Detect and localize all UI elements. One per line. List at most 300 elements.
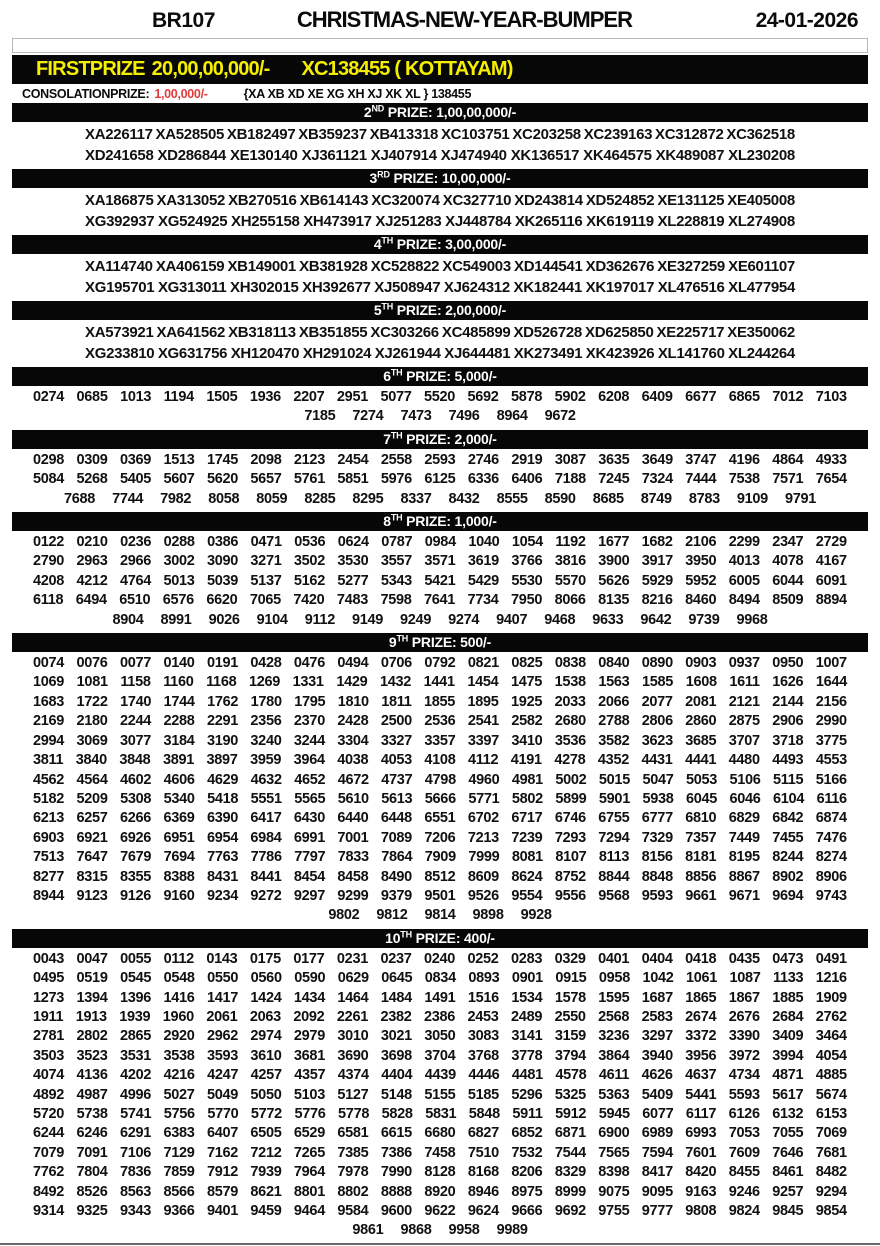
winning-number: 7797: [294, 849, 326, 866]
winning-number: 8181: [685, 849, 717, 866]
winning-number: 2066: [598, 693, 630, 710]
winning-ticket: XC320074: [371, 192, 440, 209]
winning-number: 3582: [598, 732, 630, 749]
winning-number: 3681: [293, 1047, 325, 1064]
winning-number: 4247: [207, 1067, 239, 1084]
winning-number: 3940: [641, 1047, 673, 1064]
winning-number: 3897: [206, 752, 238, 769]
winning-number: 4446: [468, 1067, 500, 1084]
winning-number: 4257: [250, 1067, 282, 1084]
prize-number-row: [0, 256, 880, 277]
winning-number: 2299: [728, 534, 760, 551]
winning-number: 5929: [641, 572, 673, 589]
winning-number: 0838: [554, 655, 586, 672]
winning-number: 0055: [120, 950, 152, 967]
winning-number: 6677: [685, 389, 717, 405]
winning-number: 7213: [467, 829, 499, 846]
winning-number: 9407: [496, 611, 528, 628]
winning-number: 1424: [250, 989, 282, 1006]
winning-number: 3010: [337, 1028, 369, 1045]
winning-number: 1608: [685, 674, 717, 691]
winning-number: 0404: [641, 950, 673, 967]
winning-number: 5106: [729, 771, 761, 788]
winning-number: 3766: [511, 553, 543, 570]
winning-number: 0386: [207, 534, 239, 551]
winning-number: 7939: [250, 1164, 282, 1181]
winning-number: 6680: [424, 1125, 456, 1142]
winning-number: 1885: [772, 989, 804, 1006]
prize-number-grid: [0, 531, 880, 633]
winning-number: 9109: [736, 490, 768, 507]
winning-number: 1595: [598, 989, 630, 1006]
winning-number: 3538: [163, 1047, 195, 1064]
winning-number: 1133: [773, 970, 804, 987]
winning-number: 2081: [685, 693, 717, 710]
winning-number: 8904: [112, 611, 144, 628]
winning-number: 5772: [250, 1106, 282, 1122]
winning-number: 1683: [33, 693, 65, 710]
winning-number: 8058: [208, 490, 240, 507]
winning-number: 2966: [119, 553, 152, 570]
winning-number: 4734: [728, 1067, 760, 1084]
winning-number: 5027: [163, 1086, 195, 1103]
prize-bar: 8TH PRIZE: 1,000/-: [12, 512, 868, 531]
winning-number: 8454: [293, 868, 325, 885]
winning-number: 8579: [206, 1183, 238, 1200]
winning-number: 1475: [511, 674, 543, 691]
winning-number: 2906: [772, 713, 804, 730]
winning-number: 5148: [380, 1086, 412, 1103]
prize-number-row: [0, 693, 880, 712]
winning-number: 5185: [467, 1086, 499, 1103]
winning-number: 7544: [554, 1144, 586, 1161]
winning-number: 3297: [641, 1028, 673, 1045]
winning-number: 1865: [685, 989, 717, 1006]
winning-number: 6702: [467, 810, 499, 827]
winning-number: 3050: [424, 1028, 456, 1045]
winning-number: 6448: [380, 810, 412, 827]
winning-number: 7538: [728, 471, 760, 488]
winning-number: 1484: [380, 989, 412, 1006]
winning-number: 8801: [293, 1183, 325, 1200]
winning-number: 2207: [293, 389, 325, 405]
winning-number: 1745: [206, 451, 238, 468]
prize-number-row: [0, 1105, 880, 1124]
winning-number: 8417: [641, 1164, 673, 1181]
winning-ticket: XD362676: [585, 258, 655, 275]
winning-number: 3690: [337, 1047, 369, 1064]
winning-number: 7239: [511, 829, 543, 846]
winning-number: 7265: [293, 1144, 325, 1161]
winning-number: 1417: [206, 989, 238, 1006]
prize-number-row: [0, 969, 880, 988]
winning-number: 4013: [728, 553, 760, 570]
winning-number: 1939: [119, 1008, 151, 1025]
winning-number: 9272: [250, 887, 282, 904]
winning-number: 6755: [598, 810, 630, 827]
winning-number: 6903: [33, 829, 65, 846]
draw-code: BR107: [152, 9, 215, 32]
prize-bar: 10TH PRIZE: 400/-: [12, 929, 868, 948]
winning-number: 4562: [33, 771, 65, 788]
winning-number: 3964: [293, 752, 325, 769]
winning-number: 5155: [424, 1086, 456, 1103]
winning-number: 0329: [554, 950, 586, 967]
winning-number: 4374: [337, 1067, 369, 1084]
winning-number: 7185: [304, 408, 336, 425]
winning-number: 4564: [76, 771, 108, 788]
winning-number: 6852: [511, 1125, 543, 1142]
winning-number: 5127: [337, 1086, 369, 1103]
winning-number: 7950: [511, 592, 543, 609]
winning-number: 7833: [337, 849, 369, 866]
winning-number: 8624: [511, 868, 543, 885]
winning-ticket: XJ251283: [375, 213, 442, 230]
winning-number: 8455: [728, 1164, 760, 1181]
winning-number: 4112: [467, 752, 499, 769]
winning-number: 8490: [380, 868, 412, 885]
winning-number: 6045: [685, 790, 718, 807]
header-divider-strip: [12, 38, 868, 53]
winning-number: 3503: [33, 1047, 65, 1064]
winning-number: 6091: [815, 572, 847, 589]
winning-number: 1722: [76, 693, 108, 710]
winning-number: 5778: [338, 1106, 370, 1122]
winning-number: 5738: [76, 1106, 108, 1122]
winning-ticket: XJ644481: [444, 345, 511, 362]
winning-ticket: XK182441: [513, 279, 583, 296]
prize-number-row: [0, 906, 880, 925]
winning-number: 3002: [163, 553, 195, 570]
winning-number: 8337: [400, 490, 432, 507]
winning-number: 9234: [206, 887, 238, 904]
prize-bar: 2ND PRIZE: 1,00,00,000/-: [12, 103, 868, 122]
winning-number: 5911: [512, 1106, 543, 1122]
winning-ticket: XA528505: [155, 126, 225, 143]
winning-number: 5002: [555, 771, 587, 788]
winning-number: 5607: [163, 471, 195, 488]
winning-number: 2428: [337, 713, 369, 730]
winning-number: 6132: [772, 1106, 804, 1122]
winning-number: 3956: [685, 1047, 717, 1064]
winning-number: 8906: [815, 868, 847, 885]
winning-number: 0685: [76, 389, 108, 405]
winning-number: 1432: [379, 674, 412, 691]
winning-number: 8441: [250, 868, 282, 885]
winning-number: 5103: [293, 1086, 325, 1103]
winning-number: 3531: [119, 1047, 152, 1064]
winning-number: 8216: [641, 592, 673, 609]
winning-number: 7385: [337, 1144, 369, 1161]
winning-ticket: XB614143: [299, 192, 369, 209]
prize-number-grid: [0, 386, 880, 430]
winning-number: 1911: [33, 1008, 64, 1025]
winning-number: 2453: [467, 1008, 499, 1025]
winning-ticket: XK489087: [655, 147, 725, 164]
winning-number: 1644: [815, 674, 847, 691]
winning-number: 4212: [76, 572, 108, 589]
winning-number: 0958: [598, 970, 630, 987]
winning-number: 8964: [496, 408, 528, 425]
winning-number: 5878: [511, 389, 543, 405]
prize-number-row: [0, 407, 880, 426]
winning-number: 0074: [33, 655, 65, 672]
winning-number: 9246: [728, 1183, 760, 1200]
winning-number: 0043: [33, 950, 65, 967]
winning-number: 0076: [76, 655, 108, 672]
winning-number: 8398: [598, 1164, 630, 1181]
winning-number: 3304: [337, 732, 369, 749]
winning-ticket: XA186875: [85, 192, 154, 209]
winning-number: 1429: [336, 674, 368, 691]
winning-number: 4053: [380, 752, 412, 769]
winning-number: 3236: [598, 1028, 630, 1045]
prize-section-5th: [0, 301, 880, 367]
winning-number: 1505: [206, 389, 238, 405]
winning-number: 2865: [119, 1028, 152, 1045]
winning-number: 9584: [337, 1203, 369, 1220]
winning-ticket: XC327710: [442, 192, 512, 209]
winning-ticket: XJ624312: [443, 279, 510, 296]
winning-number: 9257: [772, 1183, 804, 1200]
first-prize-amount: 20,00,00,000/-: [151, 58, 270, 80]
winning-number: 8609: [467, 868, 499, 885]
winning-number: 8107: [555, 849, 587, 866]
prize-number-row: [0, 790, 880, 809]
winning-number: 5343: [380, 572, 412, 589]
winning-ticket: XH302015: [230, 279, 299, 296]
winning-number: 2156: [815, 693, 847, 710]
winning-number: 0491: [815, 950, 847, 967]
winning-number: 5570: [554, 572, 586, 589]
prize-number-row: [0, 1144, 880, 1163]
winning-number: 7106: [119, 1144, 152, 1161]
winning-number: 7455: [772, 829, 804, 846]
winning-number: 0236: [120, 534, 152, 551]
winning-number: 5441: [685, 1086, 717, 1103]
winning-ticket: XC549003: [442, 258, 511, 275]
winning-number: 2550: [554, 1008, 586, 1025]
winning-number: 9026: [208, 611, 240, 628]
prize-number-row: [0, 451, 880, 470]
winning-number: 5405: [119, 471, 152, 488]
winning-number: 5620: [206, 471, 238, 488]
winning-number: 4196: [728, 451, 760, 468]
winning-number: 2974: [250, 1028, 282, 1045]
winning-number: 6125: [424, 471, 456, 488]
winning-number: 4441: [685, 752, 717, 769]
winning-number: 9861: [352, 1222, 384, 1239]
winning-number: 3184: [163, 732, 195, 749]
winning-number: 3087: [554, 451, 586, 468]
winning-number: 2077: [641, 693, 673, 710]
winning-number: 6116: [816, 790, 847, 807]
winning-number: 8420: [685, 1164, 717, 1181]
winning-number: 6291: [119, 1125, 152, 1142]
winning-number: 0550: [207, 970, 239, 987]
winning-number: 2979: [293, 1028, 325, 1045]
winning-number: 6777: [641, 810, 673, 827]
winning-number: 7912: [206, 1164, 238, 1181]
winning-number: 0706: [380, 655, 412, 672]
winning-number: 9343: [119, 1203, 152, 1220]
winning-number: 1811: [381, 693, 412, 710]
winning-number: 2288: [163, 713, 195, 730]
winning-number: 9274: [448, 611, 480, 628]
winning-number: 5692: [467, 389, 499, 405]
winning-number: 4553: [815, 752, 847, 769]
winning-number: 4637: [685, 1067, 717, 1084]
winning-number: 2382: [380, 1008, 412, 1025]
winning-number: 9095: [641, 1183, 673, 1200]
winning-number: 2144: [772, 693, 804, 710]
winning-ticket: XG233810: [85, 345, 155, 362]
winning-ticket: XB270516: [228, 192, 297, 209]
prize-section-3rd: [0, 169, 880, 235]
winning-number: 2582: [511, 713, 543, 730]
winning-number: 7001: [337, 829, 369, 846]
winning-number: 5325: [554, 1086, 586, 1103]
winning-number: 3530: [337, 553, 369, 570]
winning-number: 6993: [685, 1125, 717, 1142]
winning-number: 1626: [772, 674, 804, 691]
winning-number: 9802: [328, 907, 360, 924]
prize-number-row: [0, 829, 880, 848]
prize-number-row: [0, 1202, 880, 1221]
winning-number: 4981: [511, 771, 543, 788]
prize-number-row: [0, 868, 880, 887]
winning-ticket: XE327259: [657, 258, 725, 275]
prize-bar: 5TH PRIZE: 2,00,000/-: [12, 301, 868, 320]
winning-number: 2454: [337, 451, 369, 468]
winning-number: 6336: [467, 471, 499, 488]
winning-number: 1740: [120, 693, 152, 710]
winning-number: 7982: [160, 490, 192, 507]
prize-number-row: [0, 989, 880, 1008]
winning-number: 9526: [467, 887, 499, 904]
prize-section-2nd: [0, 103, 880, 169]
winning-number: 7473: [400, 408, 432, 425]
winning-number: 5828: [381, 1106, 413, 1122]
winning-number: 8156: [641, 849, 673, 866]
prize-number-grid: [0, 449, 880, 512]
winning-number: 6951: [163, 829, 195, 846]
winning-ticket: XE131125: [657, 192, 725, 209]
winning-number: 3502: [293, 553, 325, 570]
winning-number: 5137: [250, 572, 282, 589]
draw-title: CHRISTMAS-NEW-YEAR-BUMPER: [296, 7, 632, 32]
winning-number: 5593: [728, 1086, 760, 1103]
winning-number: 2875: [728, 713, 760, 730]
winning-number: 8329: [554, 1164, 586, 1181]
winning-number: 1013: [120, 389, 152, 405]
winning-number: 9379: [380, 887, 412, 904]
winning-number: 7864: [381, 849, 413, 866]
winning-ticket: XA313052: [156, 192, 226, 209]
winning-number: 6406: [511, 471, 543, 488]
winning-number: 0231: [336, 950, 368, 967]
winning-number: 8888: [380, 1183, 412, 1200]
winning-ticket: XC312872: [655, 126, 724, 143]
winning-number: 3768: [467, 1047, 499, 1064]
winning-number: 9464: [293, 1203, 325, 1220]
winning-number: 7688: [64, 490, 96, 507]
prize-number-row: [0, 771, 880, 790]
winning-number: 3240: [250, 732, 282, 749]
winning-number: 2244: [119, 713, 152, 730]
winning-number: 9777: [641, 1203, 673, 1220]
winning-number: 5674: [815, 1086, 847, 1103]
winning-number: 1434: [293, 989, 325, 1006]
winning-number: 8555: [496, 490, 528, 507]
winning-number: 7763: [207, 849, 239, 866]
winning-ticket: XL476516: [657, 279, 725, 296]
winning-number: 1585: [642, 674, 674, 691]
winning-number: 0787: [381, 534, 413, 551]
winning-number: 3069: [76, 732, 108, 749]
winning-number: 8844: [598, 868, 630, 885]
prize-number-row: [0, 673, 880, 692]
winning-number: 8894: [815, 592, 847, 609]
winning-number: 9692: [554, 1203, 586, 1220]
winning-ticket: XA641562: [156, 324, 226, 341]
winning-number: 8492: [33, 1183, 65, 1200]
winning-number: 8563: [119, 1183, 152, 1200]
winning-number: 8482: [815, 1164, 847, 1181]
winning-number: 0624: [337, 534, 369, 551]
winning-number: 5363: [598, 1086, 630, 1103]
winning-number: 5802: [511, 790, 543, 807]
winning-number: 6494: [75, 592, 107, 609]
prize-number-row: [0, 1221, 880, 1240]
winning-number: 5666: [424, 790, 456, 807]
prize-section-7th: [0, 430, 880, 512]
winning-number: 0471: [250, 534, 282, 551]
winning-number: 7679: [120, 849, 152, 866]
winning-number: 2684: [772, 1008, 804, 1025]
winning-number: 4798: [424, 771, 456, 788]
prize-section-4th: [0, 235, 880, 301]
winning-number: 3083: [467, 1028, 499, 1045]
winning-number: 9556: [554, 887, 586, 904]
winning-number: 5053: [685, 771, 718, 788]
winning-number: 9554: [511, 887, 543, 904]
winning-ticket: XK619119: [586, 213, 654, 230]
winning-number: 7762: [33, 1164, 65, 1181]
winning-number: 0175: [249, 950, 281, 967]
winning-number: 9126: [119, 887, 152, 904]
winning-ticket: XL230208: [728, 147, 795, 164]
winning-number: 0401: [598, 950, 630, 967]
winning-number: 1513: [163, 451, 195, 468]
winning-ticket: XK136517: [510, 147, 580, 164]
winning-number: 9958: [448, 1222, 480, 1239]
winning-number: 7598: [380, 592, 412, 609]
winning-number: 4493: [772, 752, 804, 769]
prize-number-row: [0, 322, 880, 343]
winning-number: 3747: [685, 451, 717, 468]
winning-number: 3159: [554, 1028, 586, 1045]
winning-number: 2123: [293, 451, 325, 468]
winning-number: 5912: [555, 1106, 587, 1122]
winning-number: 4632: [250, 771, 282, 788]
winning-number: 9743: [815, 887, 847, 904]
winning-number: 0903: [685, 655, 717, 672]
winning-number: 9824: [728, 1203, 760, 1220]
winning-number: 5756: [163, 1106, 195, 1122]
winning-number: 2680: [554, 713, 586, 730]
first-prize-label: FIRSTPRIZE: [36, 58, 145, 80]
